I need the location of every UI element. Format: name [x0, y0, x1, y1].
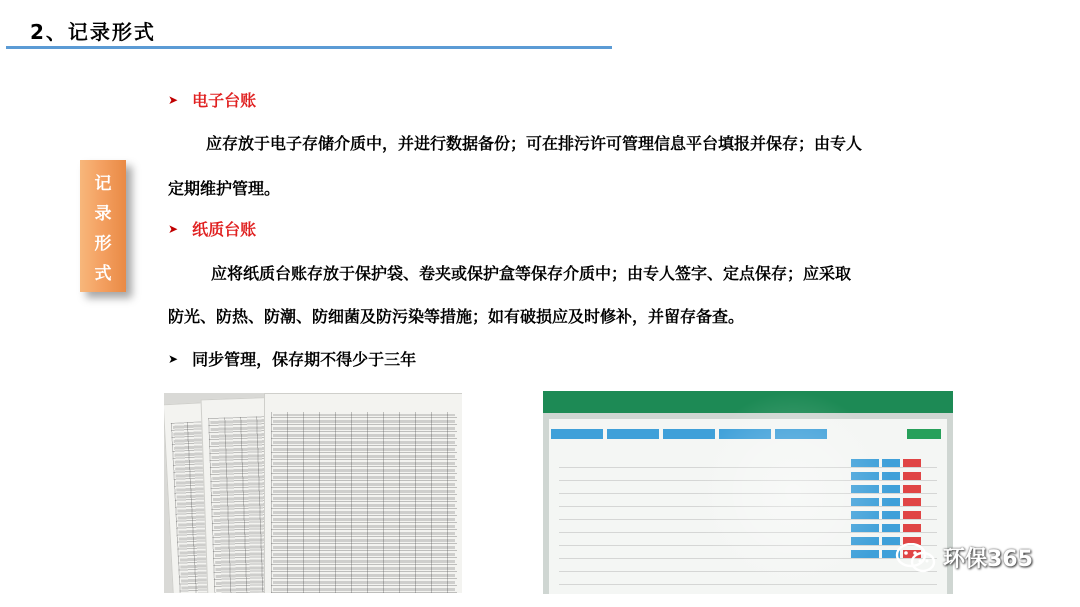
- section-heading: 纸质台账: [192, 220, 257, 239]
- page-title: 2、记录形式: [30, 20, 156, 44]
- paragraph-line: 应将纸质台账存放于保护袋、卷夹或保护盒等保存介质中；由专人签字、定点保存；应采取: [211, 264, 852, 283]
- arrow-bullet-icon: ➤: [168, 92, 179, 107]
- paragraph-line: 防光、防热、防潮、防细菌及防污染等措施；如有破损应及时修补，并留存备查。: [168, 307, 745, 326]
- paragraph-line: 定期维护管理。: [168, 179, 281, 198]
- electronic-ledger-screen-photo: [543, 391, 953, 594]
- paragraph-line: 应存放于电子存储介质中，并进行数据备份；可在排污许可管理信息平台填报并保存；由专人: [206, 134, 863, 153]
- watermark-text: 环保365: [943, 547, 1033, 572]
- watermark: [895, 542, 1033, 573]
- side-badge: [80, 160, 126, 292]
- arrow-bullet-icon: ➤: [168, 351, 179, 366]
- wechat-icon: [895, 543, 937, 573]
- bullet-electronic-ledger: [168, 88, 256, 111]
- side-badge-char: 形: [94, 233, 112, 254]
- arrow-bullet-icon: ➤: [168, 221, 179, 236]
- bullet-paper-ledger: [168, 217, 256, 240]
- title-underline: [6, 46, 612, 49]
- section-heading: 电子台账: [192, 91, 257, 110]
- section-heading: 同步管理，保存期不得少于三年: [192, 350, 417, 369]
- side-badge-char: 录: [94, 203, 112, 224]
- side-badge-char: 式: [94, 263, 112, 284]
- side-badge-char: 记: [94, 173, 112, 194]
- paper-ledger-photo: [164, 393, 462, 593]
- bullet-sync-management: [168, 347, 416, 370]
